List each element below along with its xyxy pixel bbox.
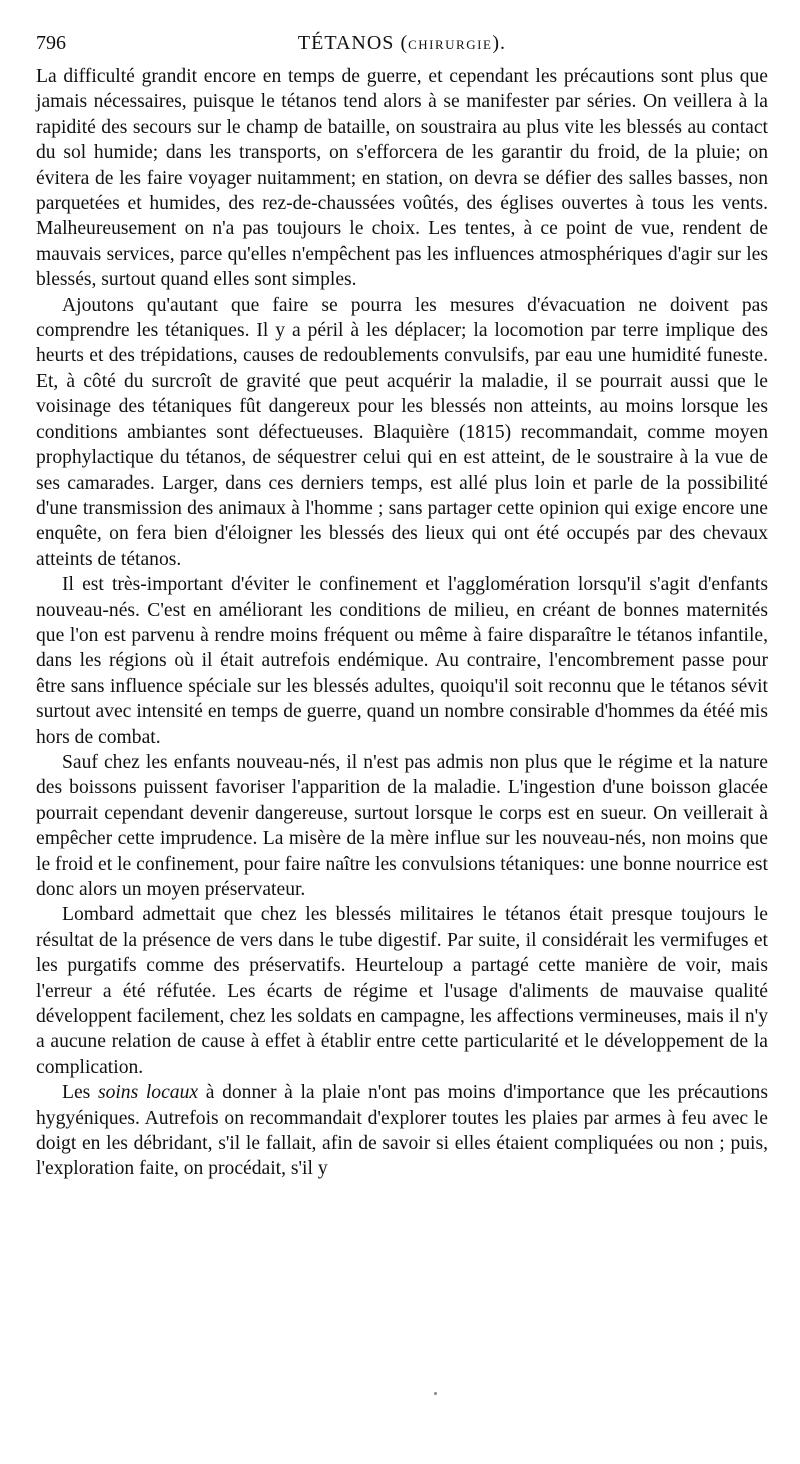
paragraph-regime: Sauf chez les enfants nouveau-nés, il n'est pas admis non plus que le régime et la nature des boissons puissent favoriser l'apparition de la maladie. L'ingestion d'une boisson glacée pourrait cependant devenir dangereuse, surtout lorsque le corps est en sueur. On veillerait à empêcher cette imprudence. La misère de la mère influe sur les nouveau-nés, non moins que le froid et le confinement, pour faire naître les convulsions tétaniques: une bonne nourrice est donc alors un moyen préservateur. [36,751,768,900]
paragraph-lombard: Lombard admettait que chez les blessés militaires le tétanos était presque toujours le résultat de la présence de vers dans le tube digestif. Par suite, il considérait les vermifuges et les purgatifs comme des préservatifs. Heurteloup a partagé cette manière de voir, mais l'erreur a été réfutée. Les écarts de régime et l'usage d'aliments de mauvaise qualité développent facilement, chez les soldats en campagne, les affections vermineuses, mais il n'y a aucune relation de cause à effet à établir entre cette particularité et le développement de la complication. [36,904,768,1078]
paragraph-local-care-italic: soins locaux [97,1082,199,1104]
page-speck-decoration [434,1392,437,1395]
paragraph-local-care-after: à donner à la plaie n'ont pas moins d'importance que les précautions hygyéniques. Autrefois on recommandait d'explorer toutes les plaies par armes à feu avec le doigt en les débridant, s'il le fallait, afin de savoir si elles étaient compliquées ou non ; puis, l'exploration faite, on procédait, s'il y [36,1082,768,1180]
running-head [36,28,768,58]
paragraph-wartime-precautions: La difficulté grandit encore en temps de guerre, et cependant les précautions sont plus que jamais nécessaires, puisque le tétanos tend alors à se manifester par séries. On veillera à la rapidité des secours sur le champ de bataille, on soustraira au plus vite les blessés au contact du sol humide; dans les transports, on s'efforcera de les garantir du froid, de la pluie; on évitera de les faire voyager nuitamment; en station, on devra se défier des salles basses, non parquetées et humides, des rez-de-chaussées voûtés, des églises ouvertes à tous les vents. Malheureusement on n'a pas toujours le choix. Les tentes, à ce point de vue, rendent de mauvais services, parce qu'elles n'empêchent pas les influences atmosphériques d'agir sur les blessés, surtout quand elles sont simples. [36,66,768,291]
document-page [36,28,768,1182]
page-number: 796 [36,32,66,54]
running-title [36,28,768,60]
paragraph-local-care [36,1080,768,1182]
paragraph-local-care-before: Les [62,1082,98,1104]
body-text [36,64,768,1182]
paragraph-evacuation: Ajoutons qu'autant que faire se pourra les mesures d'évacuation ne doivent pas comprendre les tétaniques. Il y a péril à les déplacer; la locomotion par terre implique des heurts et des trépidations, causes de redoublements convulsifs, par eau une humidité funeste. Et, à côté du surcroît de gravité que peut acquérir la maladie, il se pourrait aussi que le voisinage des tétaniques fût dangereux pour les blessés non atteints, au moins lorsque les conditions ambiantes sont défectueuses. Blaquière (1815) recommandait, comme moyen prophylactique du tétanos, de séquestrer celui qui en est atteint, de le soustraire à la vue de ses camarades. Larger, dans ces derniers temps, est allé plus loin et parle de la possibilité d'une transmission des animaux à l'homme ; sans partager cette opinion qui exige encore une enquête, on fera bien d'éloigner les blessés des lieux qui ont été occupés par des chevaux atteints de tétanos. [36,294,768,570]
running-title-main: TÉTANOS [297,32,395,54]
paragraph-confinement: Il est très-important d'éviter le confinement et l'agglomération lorsqu'il s'agit d'enfants nouveau-nés. C'est en améliorant les conditions de milieu, en créant de bonnes maternités que l'on est parvenu à rendre moins fréquent ou même à faire disparaître le tétanos infantile, dans les régions où il était autrefois endémique. Au contraire, l'encombrement passe pour être sans influence spéciale sur les blessés adultes, quoiqu'il soit reconnu que le tétanos sévit surtout avec intensité en temps de guerre, quand un nombre consirable d'hommes da étéé mis hors de combat. [36,574,768,748]
running-title-section: CHIRURGIE [408,37,493,52]
running-title-close: ). [492,32,507,54]
running-title-open: ( [394,32,409,54]
